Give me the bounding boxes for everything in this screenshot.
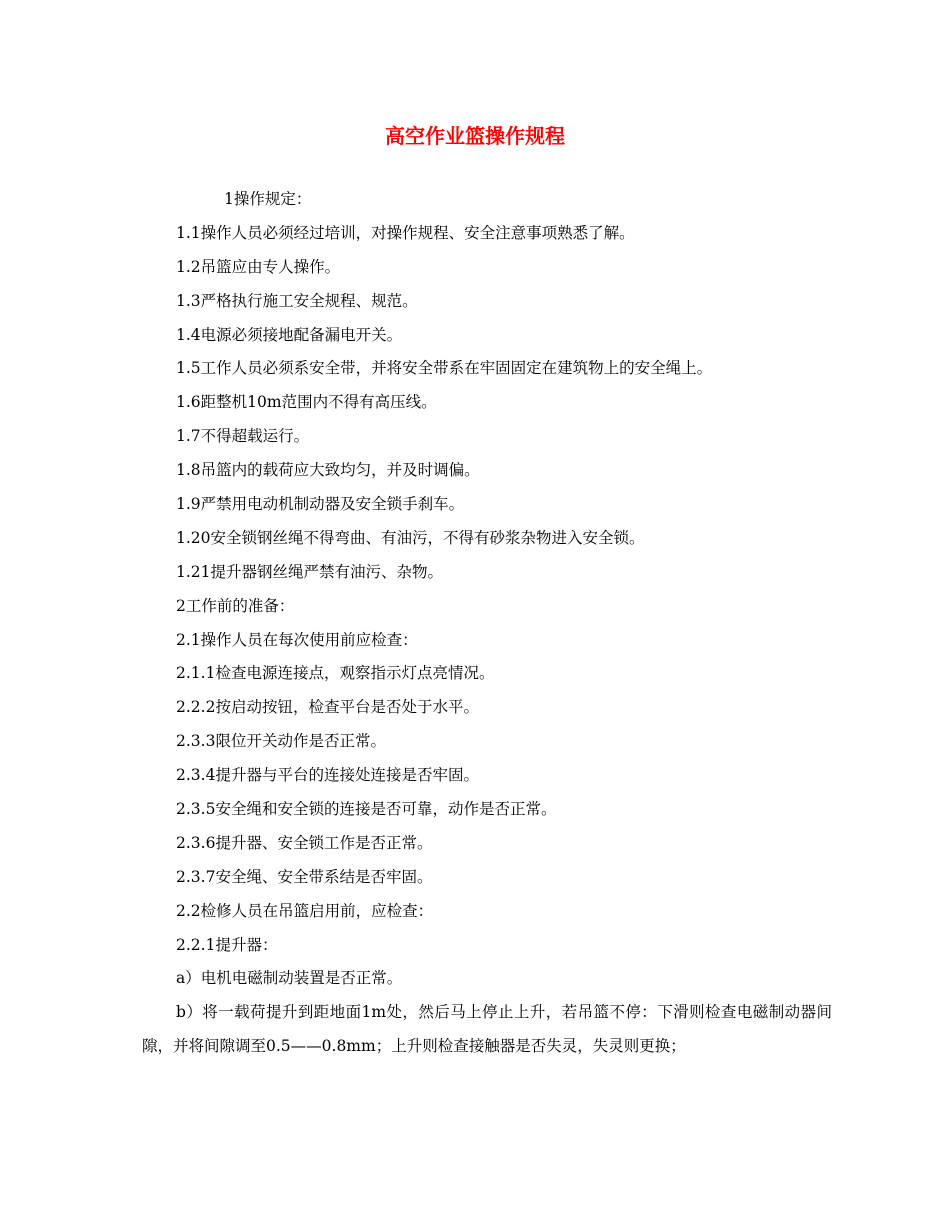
paragraph: 1.1操作人员必须经过培训，对操作规程、安全注意事项熟悉了解。	[176, 223, 635, 242]
paragraph: 1.4电源必须接地配备漏电开关。	[176, 325, 403, 344]
paragraph: 2.2.2按启动按钮，检查平台是否处于水平。	[176, 698, 479, 717]
paragraph: 2.3.5安全绳和安全锁的连接是否可靠，动作是否正常。	[176, 800, 557, 819]
paragraph: 1.7不得超载运行。	[176, 427, 310, 446]
paragraph: 1.9严禁用电动机制动器及安全锁手刹车。	[176, 495, 465, 514]
paragraph: 2.2检修人员在吊篮启用前，应检查：	[176, 901, 434, 920]
paragraph: 1.5工作人员必须系安全带，并将安全带系在牢固固定在建筑物上的安全绳上。	[176, 359, 713, 378]
paragraph: 2.3.4提升器与平台的连接处连接是否牢固。	[176, 766, 479, 785]
paragraph: 2.1操作人员在每次使用前应检查：	[176, 630, 418, 649]
paragraph: 2.3.6提升器、安全锁工作是否正常。	[176, 833, 433, 852]
paragraph: 2.2.1提升器：	[176, 935, 278, 954]
paragraph: a）电机电磁制动装置是否正常。	[176, 969, 403, 988]
paragraph: 1.21提升器钢丝绳严禁有油污、杂物。	[176, 562, 444, 581]
paragraph: 1.6距整机10m范围内不得有高压线。	[176, 393, 437, 412]
paragraph: 2.3.3限位开关动作是否正常。	[176, 732, 386, 751]
paragraph-multiline: b）将一载荷提升到距地面1m处，然后马上停止上升，若吊篮不停：下滑则检查电磁制动器间隙，并将间隙调至0.5——0.8mm；上升则检查接触器是否失灵，失灵则更换；	[142, 1003, 832, 1056]
paragraph: 1.3严格执行施工安全规程、规范。	[176, 291, 418, 310]
paragraph: 1.20安全锁钢丝绳不得弯曲、有油污，不得有砂浆杂物进入安全锁。	[176, 528, 645, 547]
section-heading: 2工作前的准备：	[176, 596, 295, 615]
document-body	[142, 183, 832, 1064]
paragraph: 2.1.1检查电源连接点，观察指示灯点亮情况。	[176, 664, 495, 683]
paragraph: 2.3.7安全绳、安全带系结是否牢固。	[176, 867, 433, 886]
section-heading: 1操作规定：	[224, 190, 312, 208]
document-title: 高空作业篮操作规程	[385, 124, 565, 148]
paragraph: 1.2吊篮应由专人操作。	[176, 257, 341, 276]
paragraph: 1.8吊篮内的载荷应大致均匀，并及时调偏。	[176, 461, 480, 480]
